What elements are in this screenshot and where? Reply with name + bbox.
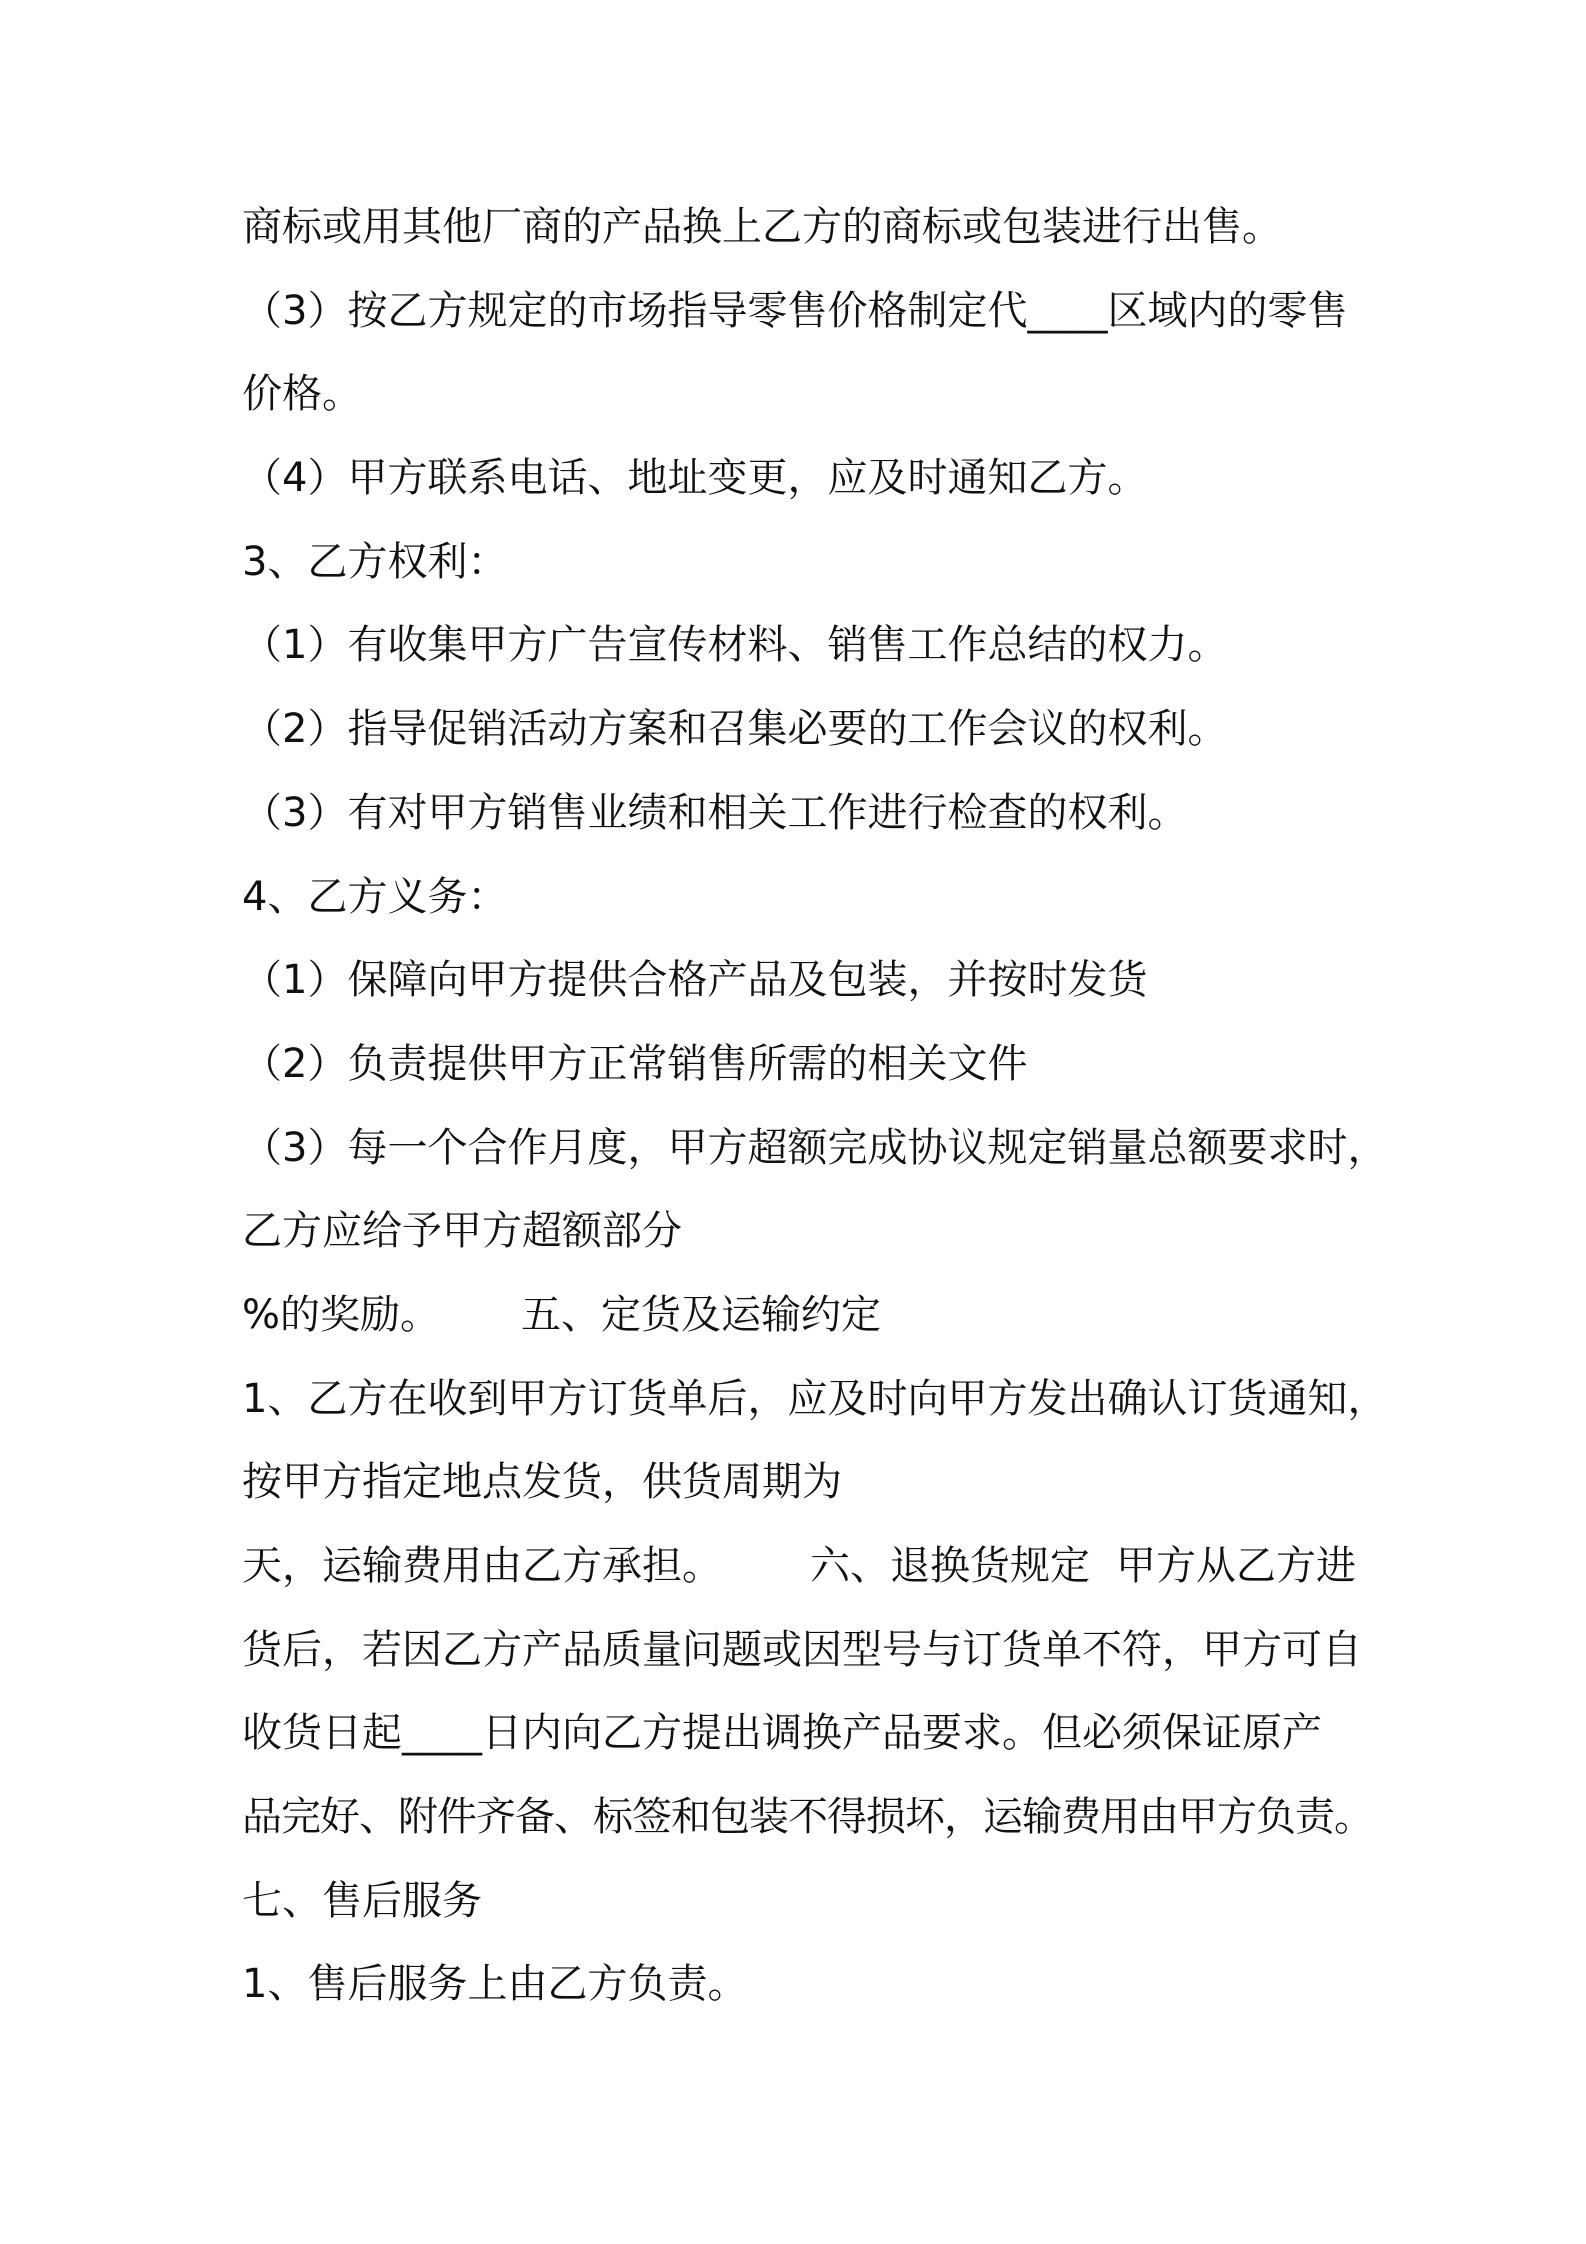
text-segment: 按甲方指定地点发货，供货周期为 (242, 1459, 842, 1506)
section-heading (242, 856, 1442, 940)
text-line (242, 1274, 1442, 1358)
text-line (242, 939, 1442, 1023)
text-line (242, 437, 1442, 521)
text-segment: （1）保障向甲方提供合格产品及包装，并按时发货 (242, 957, 1148, 1004)
section-heading (242, 521, 1442, 605)
text-segment: （1）有收集甲方广告宣传材料、销售工作总结的权力。 (242, 622, 1228, 669)
text-line (242, 1692, 1442, 1776)
text-segment: 收货日起____日内向乙方提出调换产品要求。但必须保证原产 (242, 1710, 1322, 1757)
text-line (242, 688, 1442, 772)
text-segment: （2）负责提供甲方正常销售所需的相关文件 (242, 1040, 1028, 1087)
text-line (242, 1358, 1442, 1442)
text-segment: 3、乙方权利： (242, 538, 508, 585)
text-segment: 乙方应给予甲方超额部分 (242, 1208, 682, 1255)
text-line (242, 1441, 1442, 1525)
text-segment: 4、乙方义务： (242, 873, 508, 920)
text-line (242, 1107, 1442, 1191)
text-line (242, 186, 1442, 270)
text-line (242, 1190, 1442, 1274)
text-segment: 1、乙方在收到甲方订货单后，应及时向甲方发出确认订货通知， (242, 1375, 1388, 1422)
text-line (242, 1023, 1442, 1107)
text-segment: （2）指导促销活动方案和召集必要的工作会议的权利。 (242, 706, 1228, 753)
text-segment: （3）每一个合作月度，甲方超额完成协议规定销量总额要求时， (242, 1124, 1388, 1171)
text-segment: 货后，若因乙方产品质量问题或因型号与订货单不符，甲方可自 (242, 1626, 1362, 1673)
text-segment: 天，运输费用由乙方承担。 (242, 1543, 722, 1589)
text-segment: 商标或用其他厂商的产品换上乙方的商标或包装进行出售。 (242, 204, 1282, 250)
section-heading-inline: 六、退换货规定 (810, 1543, 1090, 1589)
text-segment: 七、售后服务 (242, 1877, 482, 1924)
text-line (242, 1609, 1442, 1693)
text-segment: 1、售后服务上由乙方负责。 (242, 1961, 748, 2008)
text-segment: 价格。 (242, 371, 362, 418)
text-segment: %的奖励。 (242, 1291, 441, 1338)
text-segment: 甲方从乙方进 (1116, 1543, 1356, 1589)
text-line (242, 772, 1442, 856)
section-heading (242, 1860, 1442, 1944)
text-segment: （3）按乙方规定的市场指导零售价格制定代____区域内的零售 (242, 287, 1348, 334)
text-segment: （3）有对甲方销售业绩和相关工作进行检查的权利。 (242, 789, 1188, 836)
text-line (242, 1943, 1442, 2027)
text-line (242, 353, 1442, 437)
text-segment: 品完好、附件齐备、标签和包装不得损坏，运输费用由甲方负责。 (242, 1794, 1373, 1841)
text-line (242, 1776, 1442, 1860)
text-segment: （4）甲方联系电话、地址变更，应及时通知乙方。 (242, 455, 1148, 502)
text-line (242, 270, 1442, 354)
text-line (242, 604, 1442, 688)
document-body (242, 186, 1442, 2027)
section-heading-inline: 五、定货及运输约定 (521, 1291, 881, 1338)
text-line (242, 1525, 1442, 1609)
